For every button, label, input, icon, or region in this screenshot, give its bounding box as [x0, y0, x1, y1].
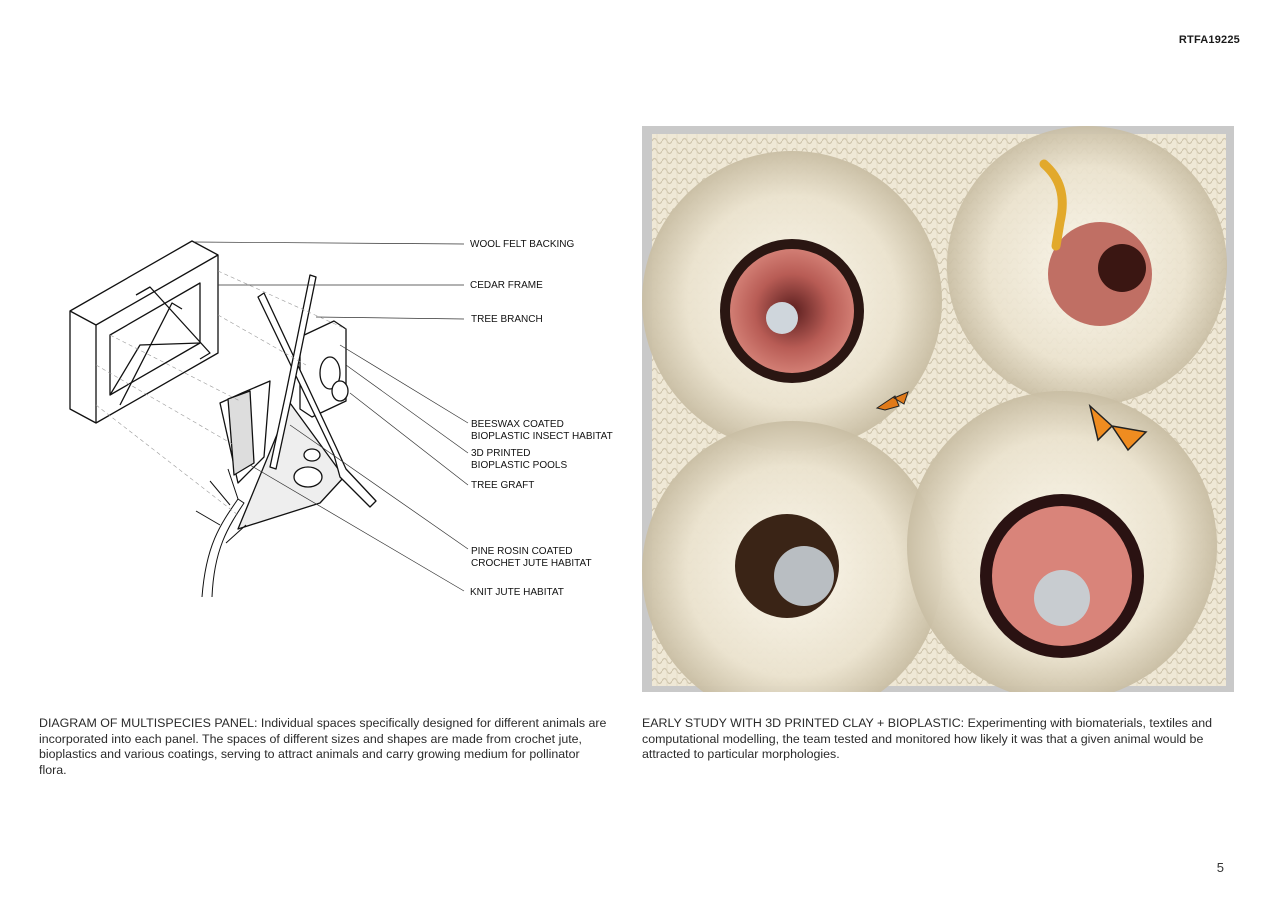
label-tree-graft: TREE GRAFT — [471, 480, 535, 491]
label-knit-jute-habitat: KNIT JUTE HABITAT — [470, 587, 564, 598]
label-cedar-frame: CEDAR FRAME — [470, 280, 543, 291]
label-beeswax-coated: BEESWAX COATED — [471, 419, 564, 430]
caption-photo: EARLY STUDY WITH 3D PRINTED CLAY + BIOPLASTIC: Experimenting with biomaterials, textiles and computational modelling, the team tested and monitored how likely it was that a given animal would be attracted to particular morphologies. — [642, 716, 1213, 762]
label-wool-felt-backing: WOOL FELT BACKING — [470, 239, 575, 250]
caption-diagram: DIAGRAM OF MULTISPECIES PANEL: Individual spaces specifically designed for different animals are incorporated into each panel. The spaces of different sizes and shapes are made from crochet jute, bioplastics and various coatings, serving to attract animals and carry growing medium for pollinator flora. — [39, 716, 607, 777]
cedar-frame-drawing — [70, 241, 218, 423]
label-bioplastic-pools: BIOPLASTIC POOLS — [471, 460, 568, 471]
label-crochet-jute-habitat: CROCHET JUTE HABITAT — [471, 558, 592, 569]
label-tree-branch: TREE BRANCH — [471, 314, 543, 325]
page-number: 5 — [1216, 860, 1224, 875]
label-pine-rosin-coated: PINE ROSIN COATED — [471, 546, 573, 557]
label-3d-printed: 3D PRINTED — [471, 448, 531, 459]
project-code: RTFA19225 — [1178, 34, 1240, 46]
label-bioplastic-insect-habitat: BIOPLASTIC INSECT HABITAT — [471, 431, 613, 442]
panel-diagram — [50, 225, 620, 615]
bioplastic-pool-drawing — [300, 321, 348, 417]
insect-habitat-drawing — [220, 381, 270, 483]
study-photo — [642, 126, 1234, 692]
